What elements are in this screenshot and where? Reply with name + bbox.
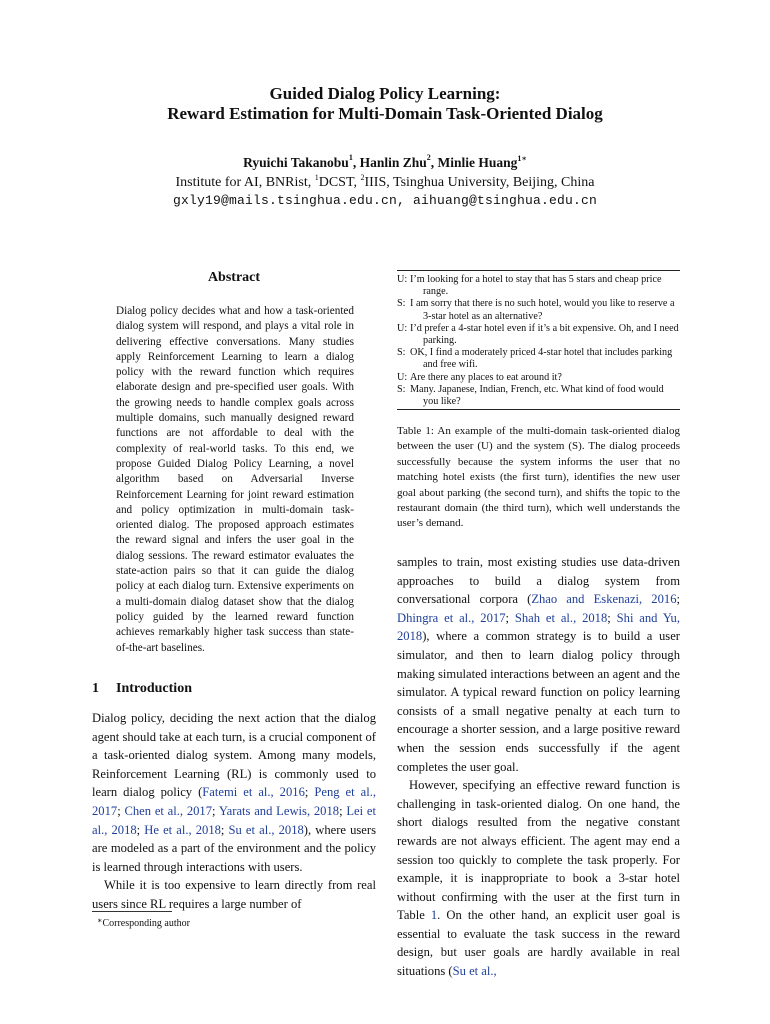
citation-link[interactable]: Yarats and Lewis, 2018 [218, 803, 340, 818]
paragraph-text: . On the other hand, an explicit user goal is essential to evaluate the task success in the reward design, but user goals are hardly available in real situations ( [397, 908, 680, 979]
table-reference-link[interactable]: 1 [430, 908, 438, 923]
section-heading [92, 681, 192, 697]
section-number: 1 [92, 681, 99, 696]
separator: ; [304, 785, 315, 800]
citation-link[interactable]: Shi and Yu, 2018 [397, 610, 681, 644]
dialog-turn [397, 274, 680, 298]
paragraph: While it is too expensive to learn directly from real users since RL requires a large number of [92, 878, 376, 911]
table-bottom-rule [397, 409, 680, 410]
dialog-turn [397, 384, 680, 408]
affiliation-text: IIIS, Tsinghua University, Beijing, China [364, 175, 595, 190]
affiliation-sup: 1 [314, 173, 319, 182]
utterance: I am sorry that there is no such hotel, would you like to reserve a 3-star hotel as an alternative? [410, 298, 675, 322]
author-sup: 1∗ [517, 154, 527, 163]
author-name: Hanlin Zhu [359, 155, 427, 170]
separator: ; [136, 822, 145, 837]
dialog-turn [397, 298, 680, 322]
paragraph-text: ), where a common strategy is to build a user simulator, and then to learn dialog policy through making simulated interactions between an agent and the simulator. A typical reward function on policy learning consists of a small negative penalty at each turn to encourage a shorter session, and a large positive reward when the session ends successfully if the agent completes the user goal. [397, 629, 680, 774]
citation-link[interactable]: Su et al., 2018 [228, 822, 304, 837]
separator: ; [117, 803, 125, 818]
footnote [97, 918, 190, 929]
dialog-turn [397, 372, 680, 384]
section-title: Introduction [116, 681, 192, 696]
separator: ; [339, 803, 347, 818]
footnote-mark: ∗ [97, 916, 103, 925]
affiliation-sup: 2 [360, 173, 365, 182]
intro-left-column [92, 709, 376, 914]
paragraph-text: However, specifying an effective reward function is challenging in task-oriented dialog. On one hand, the short dialogs resulted from the negative constant rewards are not always efficient. The agent may end a session too quickly to complete the task properly. For example, it is inappropriate to book a 3-star hotel without confirming with the user at the first turn in Table [397, 778, 680, 923]
paragraph-text: samples to train, most existing studies use data-driven approaches to build a dialog system from conversational corpora ( [397, 555, 680, 607]
abstract-heading: Abstract [207, 270, 261, 285]
footnote-text: Corresponding author [102, 918, 190, 929]
intro-right-column [397, 553, 680, 981]
paragraph [397, 553, 680, 776]
speaker-label: S: [397, 383, 406, 395]
separator: ; [220, 822, 229, 837]
author-sup: 2 [426, 153, 431, 162]
citation-link[interactable]: Shah et al., 2018 [514, 610, 608, 625]
footnote-divider [92, 911, 172, 912]
author-list: Ryuichi Takanobu$^1$, Hanlin Zhu$^2$, Minlie Huang$^{1∗}$ [243, 153, 527, 170]
speaker-label: U: [397, 371, 408, 383]
author-name: Ryuichi Takanobu [243, 155, 349, 170]
separator: ; [676, 592, 680, 607]
citation-link[interactable]: Su et al., [452, 964, 497, 979]
dialog-turn [397, 323, 680, 347]
dialog-turn [397, 347, 680, 371]
utterance: OK, I find a moderately priced 4-star hotel that includes parking and free wifi. [410, 347, 673, 371]
paragraph-text: ), where users are modeled as a part of the environment and the policy is learned through interactions with users. [92, 822, 376, 874]
separator: ; [212, 803, 219, 818]
citation-link[interactable]: Chen et al., 2017 [124, 803, 213, 818]
citation-link[interactable]: Zhao and Eskenazi, 2016 [531, 592, 677, 607]
paragraph [92, 709, 376, 876]
affiliation [0, 175, 770, 191]
citation-link[interactable]: Peng et al., 2017 [92, 785, 376, 818]
citation-link[interactable]: He et al., 2018 [144, 822, 221, 837]
paper-title-line1: Guided Dialog Policy Learning: [269, 84, 501, 103]
paragraph-text: Dialog policy, deciding the next action that the dialog agent should take at each turn, is a crucial component of a task-oriented dialog system. Among many models, Reinforcement Learning (RL) is commonly used to learn dialog policy ( [92, 711, 376, 800]
author-emails: gxly19@mails.tsinghua.edu.cn, aihuang@tsinghua.edu.cn [172, 193, 598, 208]
abstract-text: Dialog policy decides what and how a task-oriented dialog system will respond, and plays a vital role in delivering effective conversations. Many studies apply Reinforcement Learning to learn a dialog policy with the reward function which requires elaborate design and pre-specified user goals. With the growing needs to handle complex goals across multiple domains, such manually designed reward functions are not affordable to deal with the complexity of real-world tasks. To this end, we propose Guided Dialog Policy Learning, a novel algorithm based on Adversarial Inverse Reinforcement Learning for joint reward estimation and policy optimization in multi-domain task-oriented dialog. The proposed approach estimates the reward signal and infers the user goal in the dialog sessions. The reward estimator evaluates the state-action pairs so that it can guide the dialog policy at each dialog turn. Extensive experiments on a multi-domain dialog dataset show that the dialog policy guided by the learned reward function achieves remarkably higher task success than state-of-the-art baselines. [116, 305, 354, 654]
citation-link[interactable]: Dhingra et al., 2017 [397, 610, 506, 625]
paper-title-line2: Reward Estimation for Multi-Domain Task-Oriented Dialog [167, 104, 603, 123]
speaker-label: S: [397, 298, 406, 310]
speaker-label: U: [397, 274, 408, 285]
utterance: I’m looking for a hotel to stay that has 5 stars and cheap price range. [410, 274, 662, 298]
citation-link[interactable]: Lei et al., 2018 [92, 803, 376, 837]
separator: ; [607, 610, 617, 625]
citation-link[interactable]: Fatemi et al., 2016 [202, 785, 305, 800]
speaker-label: U: [397, 322, 408, 334]
table-caption: Table 1: An example of the multi-domain task-oriented dialog between the user (U) and the system (S). The dialog proceeds successfully because the system informs the user that no matching hotel exists (the first turn), identifies the new user goal about parking (the second turn), and shifts the topic to the restaurant domain (the third turn), which well understands the user’s demand. [397, 425, 680, 530]
author-sup: 1 [348, 153, 353, 162]
affiliation-text: DCST, [318, 175, 361, 190]
utterance: Many. Japanese, Indian, French, etc. What kind of food would you like? [410, 383, 664, 408]
table-top-rule [397, 270, 680, 271]
affiliation-text: Institute for AI, BNRist, [175, 175, 315, 190]
paragraph [397, 776, 680, 981]
speaker-label: S: [397, 347, 406, 359]
dialog-table [397, 274, 680, 408]
utterance: Are there any places to eat around it? [410, 371, 562, 383]
utterance: I’d prefer a 4-star hotel even if it’s a bit expensive. Oh, and I need parking. [410, 322, 679, 347]
separator: ; [505, 610, 515, 625]
author-name: Minlie Huang [437, 155, 518, 170]
